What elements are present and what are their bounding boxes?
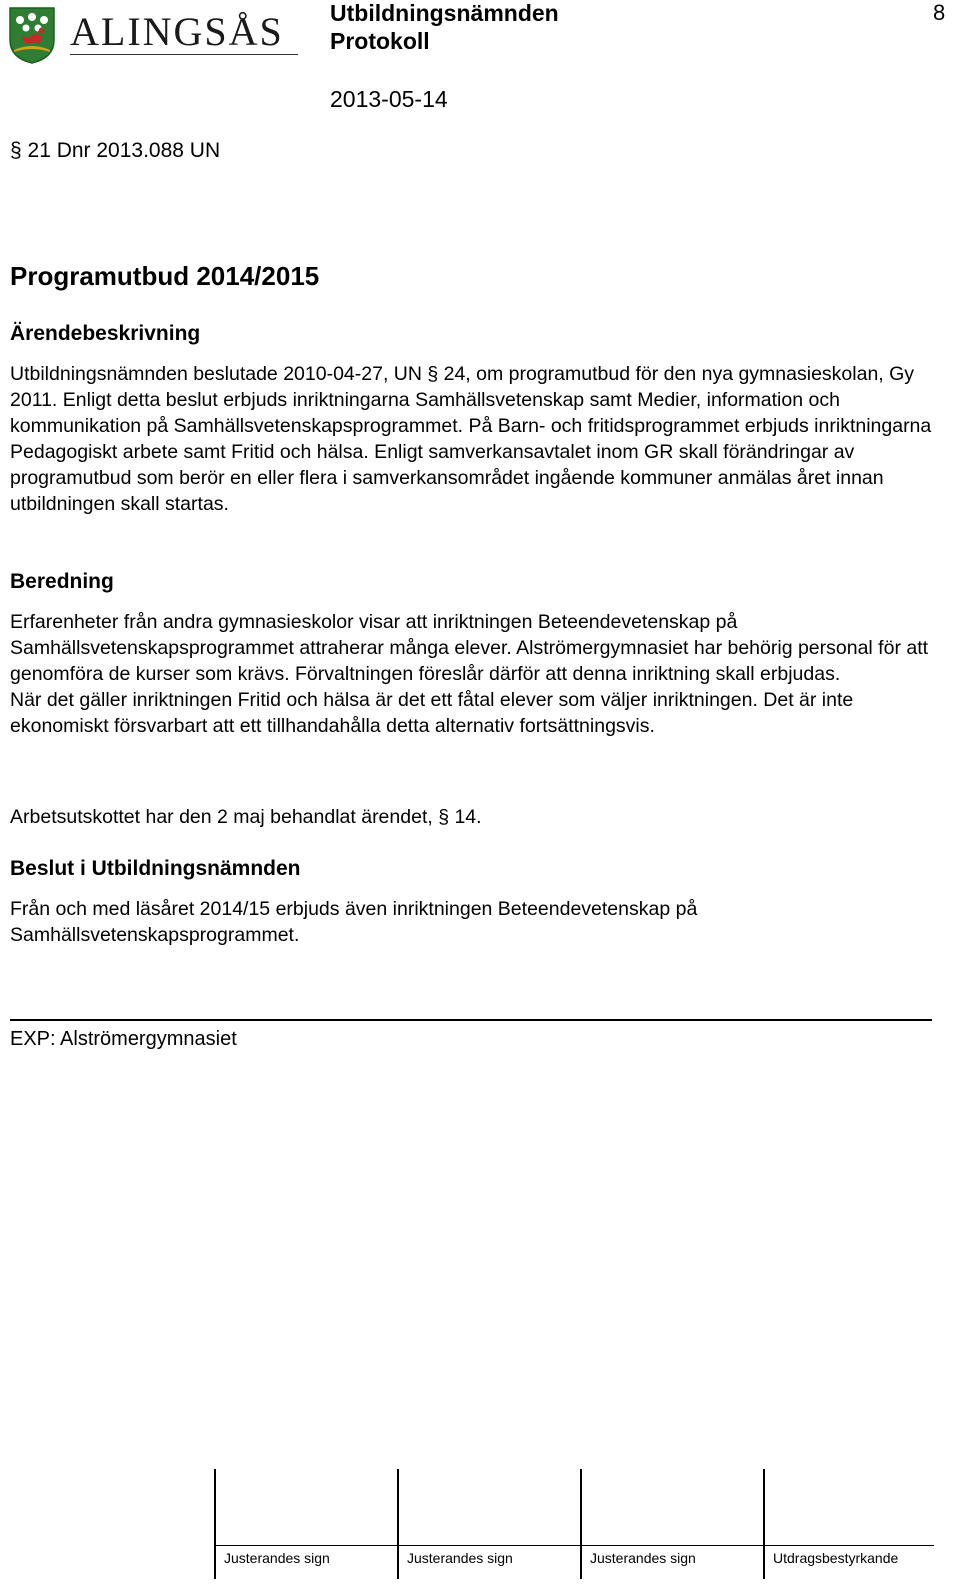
paragraph: Från och med läsåret 2014/15 erbjuds även inriktningen Beteendevetenskap på Samhällsvetenskapsprogrammet. [10,898,698,946]
committee-name: Utbildningsnämnden [330,0,559,26]
paragraph: Utbildningsnämnden beslutade 2010-04-27, UN § 24, om programutbud för den nya gymnasieskolan, Gy 2011. Enligt detta beslut erbjuds inriktningarna Samhällsvetenskap samt Medier, information och kommunikation på Samhällsvetenskapsprogrammet. På Barn- och fritidsprogrammet erbjuds inriktningarna Pedagogiskt arbete samt Fritid och hälsa. Enligt samverkansavtalet inom GR skall förändringar av programutbud som berör en eller flera i samverkansområdet ingående kommuner anmälas året innan utbildningen skall startas. [10,363,932,515]
signature-baseline [214,1545,934,1546]
section-heading-beslut: Beslut i Utbildningsnämnden [10,857,301,880]
signature-label-justerande-2: Justerandes sign [407,1550,513,1566]
coat-of-arms-icon [8,6,56,64]
section-heading-arendebeskrivning: Ärendebeskrivning [10,322,201,345]
meeting-date: 2013-05-14 [330,86,448,112]
section-heading-beredning: Beredning [10,570,114,593]
signature-divider [763,1469,765,1579]
signature-label-utdragsbestyrkande: Utdragsbestyrkande [773,1550,899,1566]
expedition-line: EXP: Alströmergymnasiet [10,1028,237,1050]
logo-underline [70,54,298,55]
arbetsutskott-note: Arbetsutskottet har den 2 maj behandlat ärendet, § 14. [10,806,482,828]
signature-label-justerande-3: Justerandes sign [590,1550,696,1566]
signature-label-justerande-1: Justerandes sign [224,1550,330,1566]
municipality-logo [8,6,298,68]
signature-divider [580,1469,582,1579]
page-number: 8 [933,0,946,25]
case-reference: § 21 Dnr 2013.088 UN [10,139,221,162]
page-title: Programutbud 2014/2015 [10,261,320,291]
beslut-text [10,896,945,948]
beredning-text [10,609,945,739]
document-type: Protokoll [330,28,430,54]
divider [10,1019,932,1021]
logo-wordmark: ALINGSÅS [70,9,284,54]
signature-divider [214,1469,216,1579]
signature-divider [397,1469,399,1579]
arendebeskrivning-text [10,361,945,517]
paragraph: Erfarenheter från andra gymnasieskolor visar att inriktningen Beteendevetenskap på Samhällsvetenskapsprogrammet attraherar många elever. Alströmergymnasiet har behörig personal för att genomföra de kurser som krävs. Förvaltningen föreslår därför att denna inriktning skall erbjudas. [10,611,929,685]
paragraph: När det gäller inriktningen Fritid och hälsa är det ett fåtal elever som väljer inriktningen. Det är inte ekonomiskt försvarbart att ett tillhandahålla detta alternativ fortsättningsvis. [10,689,854,737]
